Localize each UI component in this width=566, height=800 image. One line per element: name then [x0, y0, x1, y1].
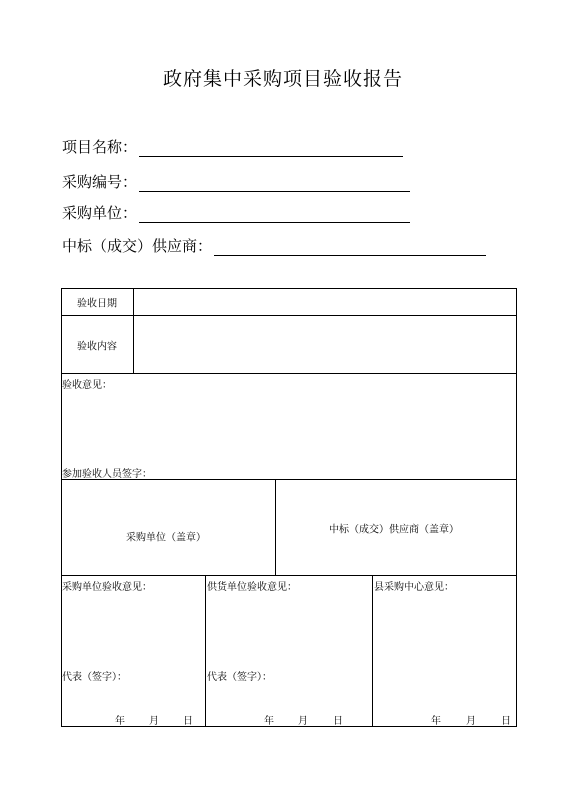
column-divider — [275, 479, 276, 575]
deliverer-opinion-label: 供货单位验收意见： — [207, 582, 297, 593]
center-date-month: 月 — [466, 716, 476, 727]
acceptance-content-input[interactable] — [134, 316, 516, 373]
procurement-number-blank[interactable] — [139, 177, 410, 192]
document-title: 政府集中采购项目验收报告 — [162, 68, 403, 90]
project-name-blank[interactable] — [139, 142, 403, 157]
deliverer-date-day: 日 — [333, 716, 343, 727]
purchaser-date-day: 日 — [183, 716, 193, 727]
deliverer-representative-label: 代表（签字）： — [207, 672, 272, 683]
acceptance-date-label: 验收日期 — [77, 298, 117, 310]
project-name-field — [62, 137, 403, 157]
purchaser-opinion-label: 采购单位验收意见： — [62, 582, 152, 593]
acceptance-content-label: 验收内容 — [77, 341, 117, 353]
row-divider — [61, 373, 517, 374]
project-name-label: 项目名称： — [62, 138, 138, 156]
acceptance-opinion-label: 验收意见： — [62, 380, 112, 391]
row-divider — [61, 575, 517, 576]
winning-supplier-label: 中标（成交）供应商： — [62, 237, 213, 255]
deliverer-date-year: 年 — [264, 716, 274, 727]
acceptance-date-input[interactable] — [134, 289, 516, 315]
purchasing-unit-blank[interactable] — [139, 208, 410, 223]
deliverer-date-month: 月 — [298, 716, 308, 727]
center-date-year: 年 — [431, 716, 441, 727]
center-opinion-label: 县采购中心意见： — [374, 582, 454, 593]
acceptance-form-table — [61, 288, 517, 727]
purchaser-date-month: 月 — [149, 716, 159, 727]
column-divider — [372, 575, 373, 727]
participants-sign-label: 参加验收人员签字： — [62, 469, 152, 480]
column-divider — [205, 575, 206, 727]
procurement-number-field — [62, 172, 410, 192]
purchaser-date-year: 年 — [115, 716, 125, 727]
purchasing-unit-label: 采购单位： — [62, 204, 138, 222]
purchaser-representative-label: 代表（签字）： — [62, 672, 127, 683]
purchaser-seal-label: 采购单位（盖章） — [126, 532, 206, 544]
supplier-seal-label: 中标（成交）供应商（盖章） — [329, 524, 459, 536]
procurement-number-label: 采购编号： — [62, 173, 138, 191]
purchasing-unit-field — [62, 203, 410, 223]
winning-supplier-blank[interactable] — [214, 241, 486, 256]
winning-supplier-field — [62, 236, 486, 256]
center-date-day: 日 — [501, 716, 511, 727]
